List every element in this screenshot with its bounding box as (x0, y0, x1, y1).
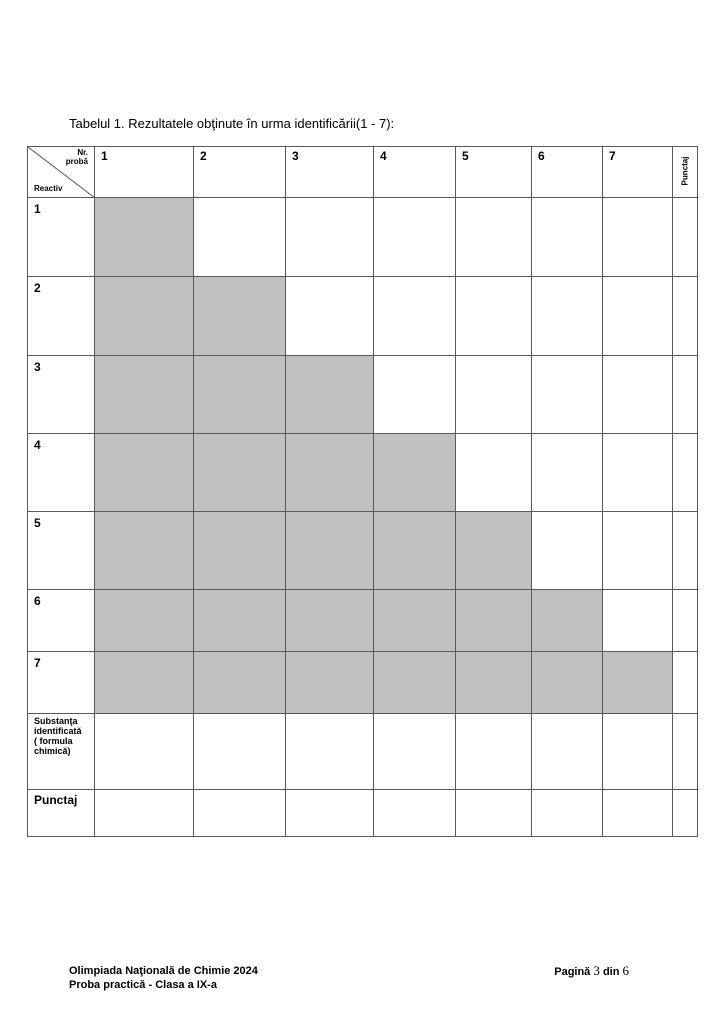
substance-row-label (28, 714, 95, 790)
corner-cell (28, 147, 95, 198)
shaded-cell (194, 434, 286, 512)
score-cell[interactable] (286, 790, 374, 837)
row-label: 2 (28, 277, 95, 356)
column-header: 1 (95, 147, 194, 198)
score-cell[interactable] (673, 790, 698, 837)
corner-label-line2: probă (65, 157, 88, 166)
result-cell[interactable] (532, 512, 603, 590)
shaded-cell (286, 652, 374, 714)
score-cell[interactable] (374, 790, 456, 837)
header-row (28, 147, 698, 198)
page-total: 6 (622, 963, 629, 978)
result-cell[interactable] (603, 512, 673, 590)
corner-reagent-label: Reactiv (34, 184, 63, 193)
score-cell[interactable] (456, 790, 532, 837)
page-number (554, 964, 629, 979)
result-cell[interactable] (456, 356, 532, 434)
result-cell[interactable] (456, 434, 532, 512)
footer-exam-subtitle: Proba practică - Clasa a IX-a (69, 979, 217, 991)
result-cell[interactable] (374, 198, 456, 277)
result-cell[interactable] (603, 277, 673, 356)
row-label: 6 (28, 590, 95, 652)
row-label: 5 (28, 512, 95, 590)
column-header: 5 (456, 147, 532, 198)
page-word: Pagină (554, 966, 591, 978)
score-row-label: Punctaj (28, 790, 95, 837)
column-header: 2 (194, 147, 286, 198)
table-row (28, 652, 698, 714)
shaded-cell (95, 277, 194, 356)
substance-label-line2: identificată (34, 726, 82, 736)
result-cell[interactable] (194, 198, 286, 277)
result-cell[interactable] (374, 356, 456, 434)
score-row (28, 790, 698, 837)
result-cell[interactable] (532, 198, 603, 277)
shaded-cell (532, 652, 603, 714)
shaded-cell (532, 590, 603, 652)
result-cell[interactable] (374, 277, 456, 356)
score-cell[interactable] (673, 714, 698, 790)
footer-olympiad-title: Olimpiada Naţională de Chimie 2024 (69, 965, 258, 977)
shaded-cell (95, 512, 194, 590)
score-column-header (673, 147, 698, 198)
shaded-cell (456, 652, 532, 714)
substance-cell[interactable] (374, 714, 456, 790)
shaded-cell (286, 356, 374, 434)
shaded-cell (194, 277, 286, 356)
score-cell[interactable] (95, 790, 194, 837)
result-cell[interactable] (603, 434, 673, 512)
shaded-cell (95, 434, 194, 512)
result-cell[interactable] (286, 277, 374, 356)
substance-cell[interactable] (603, 714, 673, 790)
row-label: 3 (28, 356, 95, 434)
page-current: 3 (593, 963, 600, 978)
score-cell[interactable] (673, 198, 698, 277)
score-cell[interactable] (603, 790, 673, 837)
score-cell[interactable] (673, 356, 698, 434)
page-of-word: din (602, 966, 620, 978)
shaded-cell (374, 512, 456, 590)
score-cell[interactable] (673, 652, 698, 714)
table-row (28, 512, 698, 590)
substance-label-line4: chimică) (34, 746, 71, 756)
shaded-cell (194, 356, 286, 434)
table-row (28, 356, 698, 434)
column-header: 4 (374, 147, 456, 198)
result-cell[interactable] (603, 590, 673, 652)
shaded-cell (286, 590, 374, 652)
shaded-cell (603, 652, 673, 714)
substance-cell[interactable] (286, 714, 374, 790)
shaded-cell (374, 590, 456, 652)
table-row (28, 277, 698, 356)
corner-label-line1: Nr. (77, 148, 88, 157)
result-cell[interactable] (603, 356, 673, 434)
shaded-cell (286, 512, 374, 590)
column-header: 6 (532, 147, 603, 198)
shaded-cell (194, 512, 286, 590)
result-cell[interactable] (603, 198, 673, 277)
shaded-cell (95, 590, 194, 652)
score-cell[interactable] (673, 590, 698, 652)
result-cell[interactable] (286, 198, 374, 277)
shaded-cell (374, 652, 456, 714)
page-footer (69, 964, 629, 992)
shaded-cell (95, 356, 194, 434)
substance-label-line3: ( formula (34, 736, 73, 746)
table-row (28, 198, 698, 277)
results-table (27, 146, 698, 837)
shaded-cell (95, 652, 194, 714)
score-cell[interactable] (532, 790, 603, 837)
table-caption: Tabelul 1. Rezultatele obţinute în urma identificării(1 - 7): (69, 116, 395, 131)
substance-cell[interactable] (194, 714, 286, 790)
shaded-cell (95, 198, 194, 277)
score-cell[interactable] (673, 512, 698, 590)
score-cell[interactable] (194, 790, 286, 837)
substance-cell[interactable] (456, 714, 532, 790)
result-cell[interactable] (456, 198, 532, 277)
substance-row (28, 714, 698, 790)
shaded-cell (374, 434, 456, 512)
shaded-cell (286, 434, 374, 512)
row-label: 1 (28, 198, 95, 277)
result-cell[interactable] (532, 434, 603, 512)
table-row (28, 590, 698, 652)
row-label: 7 (28, 652, 95, 714)
substance-cell[interactable] (95, 714, 194, 790)
row-label: 4 (28, 434, 95, 512)
column-header: 7 (603, 147, 673, 198)
score-cell[interactable] (673, 277, 698, 356)
result-cell[interactable] (532, 277, 603, 356)
result-cell[interactable] (532, 356, 603, 434)
result-cell[interactable] (456, 277, 532, 356)
score-cell[interactable] (673, 434, 698, 512)
shaded-cell (456, 512, 532, 590)
shaded-cell (456, 590, 532, 652)
substance-label-line1: Substanţa (34, 716, 78, 726)
shaded-cell (194, 590, 286, 652)
table-row (28, 434, 698, 512)
score-column-label: Punctaj (680, 156, 690, 186)
corner-sample-label (66, 148, 88, 166)
column-header: 3 (286, 147, 374, 198)
substance-cell[interactable] (532, 714, 603, 790)
shaded-cell (194, 652, 286, 714)
